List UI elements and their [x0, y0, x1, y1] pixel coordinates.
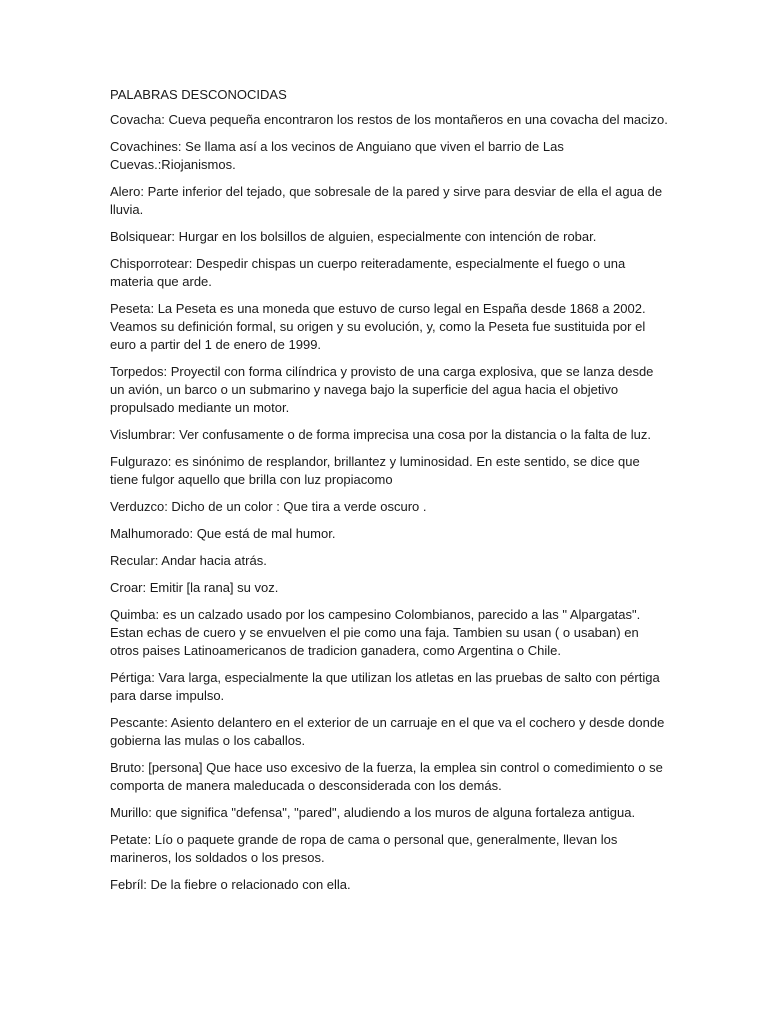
entry-febril: Febríl: De la fiebre o relacionado con ella. [110, 877, 351, 892]
entry-chisporrotear: Chisporrotear: Despedir chispas un cuerpo reiteradamente, especialmente el fuego o una materia que arde. [110, 256, 626, 289]
entry-bolsiquear: Bolsiquear: Hurgar en los bolsillos de alguien, especialmente con intención de robar. [110, 229, 597, 244]
entry-croar: Croar: Emitir [la rana] su voz. [110, 580, 279, 595]
entry-covacha: Covacha: Cueva pequeña encontraron los restos de los montañeros en una covacha del macizo. [110, 112, 668, 127]
entry-pertiga: Pértiga: Vara larga, especialmente la que utilizan los atletas en las pruebas de salto con pértiga para darse impulso. [110, 670, 660, 703]
entry-peseta: Peseta: La Peseta es una moneda que estuvo de curso legal en España desde 1868 a 2002. Veamos su definición formal, su origen y su evolución, y, como la Peseta fue sustituida por el euro a partir del 1 de enero de 1999. [110, 301, 646, 352]
entry-fulgurazo: Fulgurazo: es sinónimo de resplandor, brillantez y luminosidad. En este sentido, se dice que tiene fulgor aquello que brilla con luz propiacomo [110, 454, 640, 487]
entry-bruto: Bruto: [persona] Que hace uso excesivo de la fuerza, la emplea sin control o comedimiento o se comporta de manera maleducada o desconsiderada con los demás. [110, 760, 663, 793]
entry-malhumorado: Malhumorado: Que está de mal humor. [110, 526, 336, 541]
document-title: PALABRAS DESCONOCIDAS [110, 87, 287, 102]
entry-quimba: Quimba: es un calzado usado por los campesino Colombianos, parecido a las " Alpargatas". Estan echas de cuero y se envuelven el pie como una faja. Tambien su usan ( o usaban) en otros paises Latinoamericanos de tradicion ganadera, como Argentina o Chile. [110, 607, 641, 658]
entry-recular: Recular: Andar hacia atrás. [110, 553, 267, 568]
entry-murillo: Murillo: que significa "defensa", "pared", aludiendo a los muros de alguna fortaleza antigua. [110, 805, 636, 820]
entry-petate: Petate: Lío o paquete grande de ropa de cama o personal que, generalmente, llevan los marineros, los soldados o los presos. [110, 832, 618, 865]
entry-alero: Alero: Parte inferior del tejado, que sobresale de la pared y sirve para desviar de ella el agua de lluvia. [110, 184, 663, 217]
entry-torpedos: Torpedos: Proyectil con forma cilíndrica y provisto de una carga explosiva, que se lanza desde un avión, un barco o un submarino y navega bajo la superficie del agua hacia el objetivo propulsado mediante un motor. [110, 364, 654, 415]
entry-verduzco: Verduzco: Dicho de un color : Que tira a verde oscuro . [110, 499, 427, 514]
entry-vislumbrar: Vislumbrar: Ver confusamente o de forma imprecisa una cosa por la distancia o la falta de luz. [110, 427, 651, 442]
entry-covachines: Covachines: Se llama así a los vecinos de Anguiano que viven el barrio de Las Cuevas.:Riojanismos. [110, 139, 564, 172]
entry-pescante: Pescante: Asiento delantero en el exterior de un carruaje en el que va el cochero y desde donde gobierna las mulas o los caballos. [110, 715, 665, 748]
